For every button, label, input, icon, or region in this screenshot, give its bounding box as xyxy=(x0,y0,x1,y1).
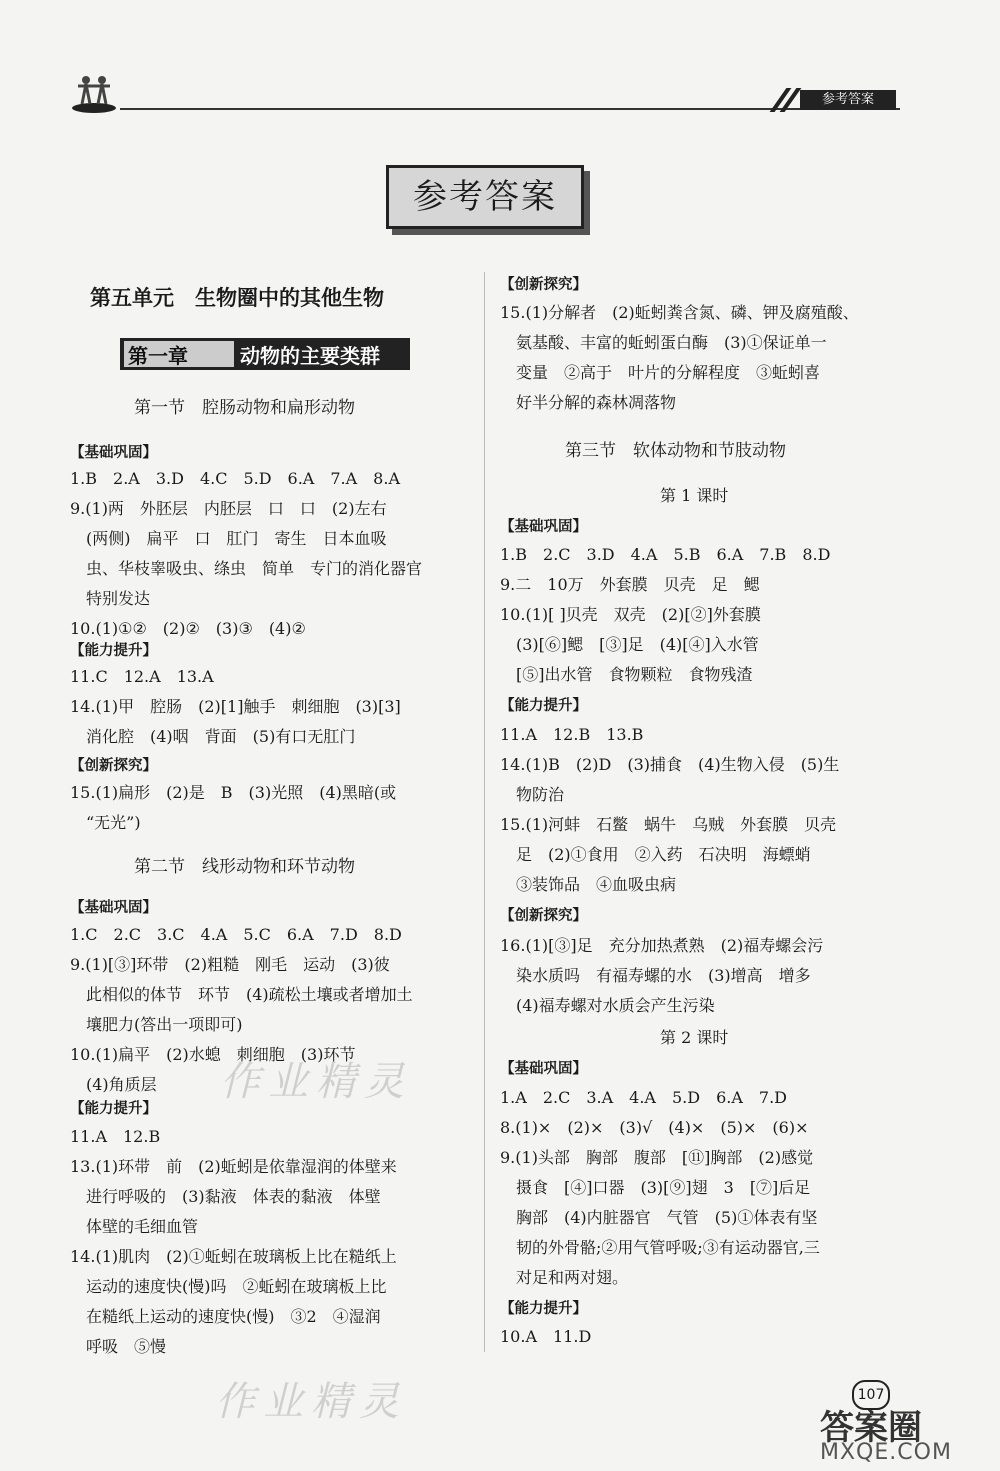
answer-line: 足 (2)①食用 ②入药 石决明 海螵蛸 xyxy=(500,845,811,864)
section-tag: 【基础巩固】 xyxy=(70,900,157,916)
answer-line: 此相似的体节 环节 (4)疏松土壤或者增加土 xyxy=(70,985,413,1004)
answer-line: 9.(1)两 外胚层 内胚层 口 口 (2)左右 xyxy=(70,499,387,518)
answer-line: 呼吸 ⑤慢 xyxy=(70,1337,167,1356)
answer-line: (3)[⑥]鳃 [③]足 (4)[④]入水管 xyxy=(500,635,759,654)
answer-line: 11.A 12.B 13.B xyxy=(500,725,644,744)
column-divider xyxy=(484,272,485,1352)
section-tag: 【创新探究】 xyxy=(500,908,587,924)
answer-line: 特别发达 xyxy=(70,589,151,608)
answer-line: 运动的速度快(慢)吗 ②蚯蚓在玻璃板上比 xyxy=(70,1277,387,1296)
section-tag: 【能力提升】 xyxy=(500,1301,587,1317)
answer-line: (两侧) 扁平 口 肛门 寄生 日本血吸 xyxy=(70,529,387,548)
chapter-banner xyxy=(120,338,410,370)
answer-line: ③装饰品 ④血吸虫病 xyxy=(500,875,677,894)
unit-title: 第五单元 生物圈中的其他生物 xyxy=(90,285,384,310)
answer-line: (4)角质层 xyxy=(70,1075,157,1094)
answer-line: 8.(1)× (2)× (3)√ (4)× (5)× (6)× xyxy=(500,1118,809,1137)
section-title: 第一节 腔肠动物和扁形动物 xyxy=(134,398,355,418)
section-tag: 【基础巩固】 xyxy=(500,1061,587,1077)
section-tag: 【能力提升】 xyxy=(70,643,157,659)
answer-line: 15.(1)分解者 (2)蚯蚓粪含氮、磷、钾及腐殖酸、 xyxy=(500,303,859,322)
answer-line: 虫、华枝睾吸虫、绦虫 简单 专门的消化器官 xyxy=(70,559,423,578)
answer-line: 10.(1)扁平 (2)水螅 刺细胞 (3)环节 xyxy=(70,1045,356,1064)
answer-line: 胸部 (4)内脏器官 气管 (5)①体表有坚 xyxy=(500,1208,818,1227)
section-tag: 【基础巩固】 xyxy=(500,519,587,535)
answer-line: 14.(1)甲 腔肠 (2)[1]触手 刺细胞 (3)[3] xyxy=(70,697,401,716)
answer-line: 15.(1)扁形 (2)是 B (3)光照 (4)黑暗(或 xyxy=(70,783,397,802)
answer-line: 11.A 12.B xyxy=(70,1127,161,1146)
answer-line: 11.C 12.A 13.A xyxy=(70,667,214,686)
watermark: 作业精灵 xyxy=(220,1059,412,1105)
answer-line: 16.(1)[③]足 充分加热煮熟 (2)福寿螺会污 xyxy=(500,936,824,955)
answer-line: 10.(1)[ ]贝壳 双壳 (2)[②]外套膜 xyxy=(500,605,761,624)
answer-line: 进行呼吸的 (3)黏液 体表的黏液 体壁 xyxy=(70,1187,381,1206)
answer-line: 1.C 2.C 3.C 4.A 5.C 6.A 7.D 8.D xyxy=(70,925,402,944)
answer-line: “无光”) xyxy=(70,813,141,832)
section-tag: 【能力提升】 xyxy=(500,698,587,714)
section-tag: 【能力提升】 xyxy=(70,1101,157,1117)
answer-line: 壤肥力(答出一项即可) xyxy=(70,1015,243,1034)
answer-line: 1.B 2.A 3.D 4.C 5.D 6.A 7.A 8.A xyxy=(70,469,401,488)
page-number: 107 xyxy=(852,1380,890,1410)
answer-line: 10.(1)①② (2)② (3)③ (4)② xyxy=(70,619,306,638)
section-tag: 【创新探究】 xyxy=(500,277,587,293)
section-title: 第二节 线形动物和环节动物 xyxy=(134,857,355,877)
watermark: 作业精灵 xyxy=(215,1379,407,1425)
answer-line: 摄食 [④]口器 (3)[⑨]翅 3 [⑦]后足 xyxy=(500,1178,811,1197)
header-logo-icon xyxy=(70,70,118,114)
answer-line: 消化腔 (4)咽 背面 (5)有口无肛门 xyxy=(70,727,356,746)
section-tag: 【创新探究】 xyxy=(70,758,157,774)
answer-line: 韧的外骨骼;②用气管呼吸;③有运动器官,三 xyxy=(500,1238,820,1257)
lesson-title: 第 1 课时 xyxy=(660,486,729,505)
answer-line: 染水质吗 有福寿螺的水 (3)增高 增多 xyxy=(500,966,811,985)
chapter-title: 动物的主要类群 xyxy=(240,344,380,368)
corner-watermark-url: MXQE.COM xyxy=(820,1440,952,1465)
answer-line: (4)福寿螺对水质会产生污染 xyxy=(500,996,715,1015)
header-tag: 参考答案 xyxy=(800,90,896,110)
answer-line: 13.(1)环带 前 (2)蚯蚓是依靠湿润的体壁来 xyxy=(70,1157,397,1176)
answer-line: 氨基酸、丰富的蚯蚓蛋白酶 (3)①保证单一 xyxy=(500,333,827,352)
answer-line: [⑤]出水管 食物颗粒 食物残渣 xyxy=(500,665,753,684)
section-tag: 【基础巩固】 xyxy=(70,445,157,461)
answer-line: 体壁的毛细血管 xyxy=(70,1217,199,1236)
answer-line: 变量 ②高于 叶片的分解程度 ③蚯蚓喜 xyxy=(500,363,821,382)
answer-line: 14.(1)肌肉 (2)①蚯蚓在玻璃板上比在糙纸上 xyxy=(70,1247,397,1266)
answer-line: 好半分解的森林凋落物 xyxy=(500,393,677,412)
answer-line: 9.(1)头部 胸部 腹部 [⑪]胸部 (2)感觉 xyxy=(500,1148,814,1167)
page-title: 参考答案 xyxy=(386,165,584,229)
answer-line: 在糙纸上运动的速度快(慢) ③2 ④湿润 xyxy=(70,1307,381,1326)
answer-line: 物防治 xyxy=(500,785,565,804)
chapter-number: 第一章 xyxy=(128,344,188,368)
answer-line: 对足和两对翅。 xyxy=(500,1268,629,1287)
lesson-title: 第 2 课时 xyxy=(660,1028,729,1047)
answer-line: 1.A 2.C 3.A 4.A 5.D 6.A 7.D xyxy=(500,1088,787,1107)
corner-watermark: 答案圈 xyxy=(820,1408,922,1448)
answer-line: 1.B 2.C 3.D 4.A 5.B 6.A 7.B 8.D xyxy=(500,545,831,564)
answer-line: 15.(1)河蚌 石鳖 蜗牛 乌贼 外套膜 贝壳 xyxy=(500,815,837,834)
section-title: 第三节 软体动物和节肢动物 xyxy=(565,441,786,461)
answer-line: 9.二 10万 外套膜 贝壳 足 鳃 xyxy=(500,575,760,594)
answer-line: 10.A 11.D xyxy=(500,1327,592,1346)
answer-line: 14.(1)B (2)D (3)捕食 (4)生物入侵 (5)生 xyxy=(500,755,840,774)
answer-line: 9.(1)[③]环带 (2)粗糙 刚毛 运动 (3)彼 xyxy=(70,955,390,974)
